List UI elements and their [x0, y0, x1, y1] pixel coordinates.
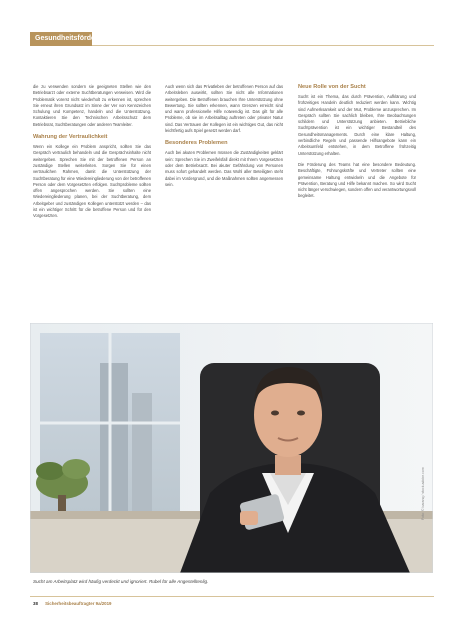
section-tag: Gesundheitsförderung: [30, 32, 92, 46]
text-column-2: [165, 84, 283, 193]
section-heading: Wahrung der Vertraulichkeit: [33, 134, 108, 141]
magazine-name: Sicherheitsbeauftragter 9a/2019: [45, 601, 112, 606]
body-paragraph: Sucht ist ein Thema, das durch Prävention, Aufklärung und frühzeitiges Handeln deutlich reduziert werden kann. Wichtig sind Aufmerksamkeit und der Mut, Probleme anzusprechen. Im Gespräch sollten Sie sachlich bleiben, Ihre Beobachtungen schildern und Unterstützung anbieten. Betriebliche Suchtprävention ist ein wichtiger Bestandteil des Gesundheitsmanagements. Durch eine klare Haltung, verbindliche Regeln und passende Hilfsangebote kann ein Arbeitsumfeld entstehen, in dem Betroffene frühzeitig Unterstützung erhalten.: [298, 94, 416, 156]
section-rule: [92, 45, 434, 46]
photo-caption: Sucht am Arbeitsplatz wird häufig verdeckt und ignoriert. Rubel für alle Angestelltenlig.: [33, 579, 209, 584]
photo-illustration: [30, 323, 433, 573]
body-paragraph: Auch bei akuten Problemen müssen die Zuständigkeiten geklärt sein: Sprechen Sie im Zweifelsfall direkt mit Ihrem Vorgesetzten oder dem Betriebsarzt. Bei akuter Gefährdung von Personen muss sofort gehandelt werden. Das Wohl aller Beteiligten steht dabei im Vordergrund, und die Maßnahmen sollten angemessen sein.: [165, 150, 283, 187]
text-column-3: [298, 84, 416, 205]
body-paragraph: Auch wenn sich das Privatleben der betroffenen Person auf das Arbeitsleben auswirkt, sollten Sie nicht alle Informationen weitergeben. Die Betroffenen brauchen Ihre Unterstützung ohne Bewertung. Sie sollten erkennen, wann Grenzen erreicht sind und wann professionelle Hilfe notwendig ist. Das gilt für alle Probleme, ob sie im Arbeitsalltag auftreten oder privater Natur sind. Das Vertrauen der Kollegen ist ein wichtiges Gut, das nicht leichtfertig aufs Spiel gesetzt werden darf.: [165, 84, 283, 134]
photo-credit: Foto: © baranq / stock.adobe.com: [421, 467, 425, 520]
section-heading: Besonderes Problemen: [165, 140, 228, 147]
article-photo: [30, 323, 433, 573]
body-paragraph: Wenn ein Kollege ein Problem anspricht, sollten Sie das Gespräch vertraulich behandeln und die Gesprächsinhalte nicht weitergeben. Sprechen Sie mit der betroffenen Person an zuständige Stellen weiterleiten. Sorgen Sie für einen vertraulichen Rahmen, damit die Unterstützung der Suchtberatung für eine Wiedereingliederung von der betroffenen Person oder dem Vorgesetzten erfolgen. Suchtprobleme sollten offen angesprochen werden. Sie sollten eine Wiedereingliederung planen, bei der Suchtberatung, dem Arbeitgeber und zuständigen Kollegen unterstützt werden – das ist ein wichtiger Schritt für die betroffene Person und für den Vorgesetzten.: [33, 144, 151, 219]
page-number: 38: [33, 601, 38, 606]
body-paragraph: die zu verwenden sondern sie geeigneten Stellen wie den Betriebsarzt oder externe Suchtberatungen verweisen. Wird die Problematik vorerst nicht wiederholt zu erkennen ist, sprechen Sie erneut ihren Grundsatz im Sinne der Ver von Kennzeichen Schulung und Kompetenz, handeln und die Unterstützung. Kontaktieren Sie den Technischen Arbeitsschutz dem Betriebsrat, Suchtberatungen oder anderen Teamleiter.: [33, 84, 151, 127]
body-paragraph: Die Förderung des Teams hat eine besondere Bedeutung. Beschäftigte, Führungskräfte und Vertreter sollten eine gemeinsame Haltung entwickeln und die Angebote für Prävention, Beratung und Hilfe bekannt machen. So wird Sucht nicht länger verschwiegen, sondern offen und verantwortungsvoll begleitet.: [298, 161, 416, 199]
page-footer: [33, 601, 112, 606]
footer-rule: [30, 596, 434, 597]
section-heading: Neue Rolle von der Sucht: [298, 84, 366, 90]
text-column-1: [33, 84, 151, 225]
